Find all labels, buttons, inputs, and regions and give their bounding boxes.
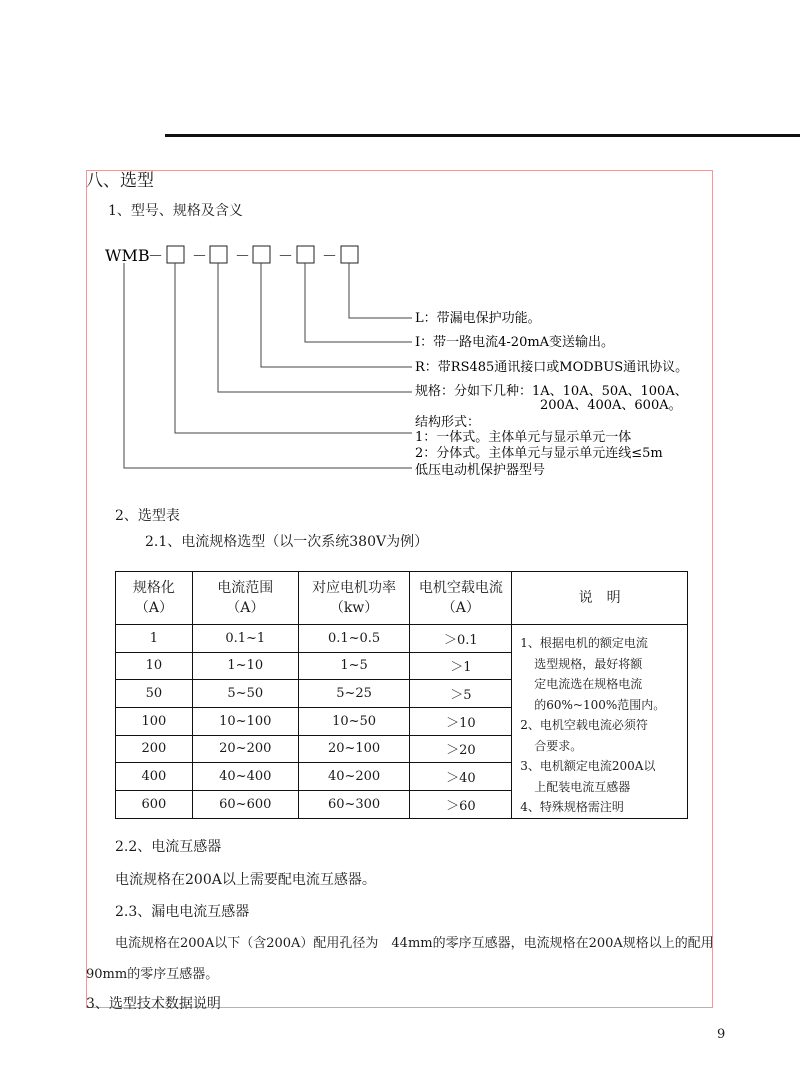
dash-2: － — [192, 247, 208, 265]
leakage-ct-text: 电流规格在200A以下（含200A）配用孔径为 44mm的零序互感器，电流规格在200A规格以上的配用 — [115, 936, 714, 951]
cell-motor-power: 40~200 — [298, 763, 410, 791]
code-box-2 — [210, 246, 227, 263]
page-number: 9 — [717, 1027, 726, 1042]
subsection-current-spec: 2.1、电流规格选型（以一次系统380V为例） — [145, 534, 429, 550]
annotation-model-name: 低压电动机保护器型号 — [415, 463, 546, 478]
annotation-structure-title: 结构形式： — [415, 415, 481, 430]
ct-title: 2.2、电流互感器 — [115, 839, 222, 855]
cell-no-load-current: ＞40 — [410, 763, 512, 791]
cell-current-range: 60~600 — [192, 790, 298, 818]
dash-1: － — [148, 247, 164, 265]
annotation-structure-2: 2：分体式。主体单元与显示单元连线≤5m — [415, 446, 663, 461]
cell-spec: 200 — [116, 735, 193, 763]
dash-4: － — [278, 247, 294, 265]
leakage-ct-title: 2.3、漏电电流互感器 — [115, 904, 250, 920]
annotation-spec-cont: 200A、400A、600A。 — [540, 398, 682, 413]
code-box-4 — [297, 246, 314, 263]
ct-text: 电流规格在200A以上需要配电流互感器。 — [115, 872, 376, 888]
model-diagram — [100, 238, 720, 483]
cell-motor-power: 0.1~0.5 — [298, 625, 410, 653]
cell-motor-power: 1~5 — [298, 652, 410, 680]
header-spec: 规格化 （A） — [116, 572, 193, 625]
model-prefix: WMB — [105, 246, 150, 265]
cell-no-load-current: ＞10 — [410, 707, 512, 735]
cell-no-load-current: ＞0.1 — [410, 625, 512, 653]
cell-current-range: 20~200 — [192, 735, 298, 763]
subsection-tech-data: 3、选型技术数据说明 — [86, 996, 221, 1012]
table-row — [116, 625, 688, 653]
annotation-L: L：带漏电保护功能。 — [415, 311, 541, 326]
note-line: 3、电机额定电流200A以 — [520, 759, 656, 773]
cell-spec: 100 — [116, 707, 193, 735]
cell-current-range: 5~50 — [192, 680, 298, 708]
cell-spec: 50 — [116, 680, 193, 708]
note-line: 4、特殊规格需注明 — [520, 800, 624, 814]
header-no-load-current: 电机空载电流 （A） — [410, 572, 512, 625]
cell-current-range: 0.1~1 — [192, 625, 298, 653]
note-line: 合要求。 — [534, 738, 583, 753]
table-header-row — [116, 572, 688, 625]
cell-spec: 1 — [116, 625, 193, 653]
section-title: 八、选型 — [86, 171, 154, 191]
note-line: 1、根据电机的额定电流 — [520, 636, 648, 650]
cell-current-range: 40~400 — [192, 763, 298, 791]
code-box-5 — [341, 246, 358, 263]
note-line: 选型规格，最好将额 — [534, 656, 643, 671]
dash-5: － — [322, 247, 338, 265]
note-line: 2、电机空载电流必须符 — [520, 718, 648, 732]
dash-3: － — [235, 247, 251, 265]
annotation-R: R：带RS485通讯接口或MODBUS通讯协议。 — [415, 360, 689, 375]
note-line: 的60%~100%范围内。 — [534, 697, 666, 712]
cell-spec: 400 — [116, 763, 193, 791]
annotation-spec: 规格：分如下几种：1A、10A、50A、100A、 — [415, 384, 688, 399]
cell-no-load-current: ＞60 — [410, 790, 512, 818]
header-notes: 说 明 — [512, 572, 688, 625]
subsection-model: 1、型号、规格及含义 — [108, 203, 243, 219]
header-rule — [165, 134, 800, 137]
notes-cell — [512, 625, 688, 819]
code-box-3 — [253, 246, 270, 263]
note-line: 定电流选在规格电流 — [534, 677, 643, 691]
note-line: 上配装电流互感器 — [534, 779, 631, 794]
cell-motor-power: 60~300 — [298, 790, 410, 818]
annotation-structure-1: 1：一体式。主体单元与显示单元一体 — [415, 430, 632, 445]
cell-spec: 600 — [116, 790, 193, 818]
leakage-ct-text-cont: 90mm的零序互感器。 — [86, 967, 219, 982]
leader-lines — [124, 263, 412, 468]
cell-motor-power: 10~50 — [298, 707, 410, 735]
annotation-I: I：带一路电流4-20mA变送输出。 — [415, 335, 615, 350]
cell-motor-power: 20~100 — [298, 735, 410, 763]
subsection-selection-table: 2、选型表 — [115, 508, 180, 524]
cell-spec: 10 — [116, 652, 193, 680]
cell-no-load-current: ＞20 — [410, 735, 512, 763]
cell-no-load-current: ＞1 — [410, 652, 512, 680]
cell-current-range: 10~100 — [192, 707, 298, 735]
cell-no-load-current: ＞5 — [410, 680, 512, 708]
cell-current-range: 1~10 — [192, 652, 298, 680]
selection-table — [115, 571, 688, 819]
cell-motor-power: 5~25 — [298, 680, 410, 708]
header-motor-power: 对应电机功率 （kw） — [298, 572, 410, 625]
header-current-range: 电流范围 （A） — [192, 572, 298, 625]
code-box-1 — [167, 246, 184, 263]
